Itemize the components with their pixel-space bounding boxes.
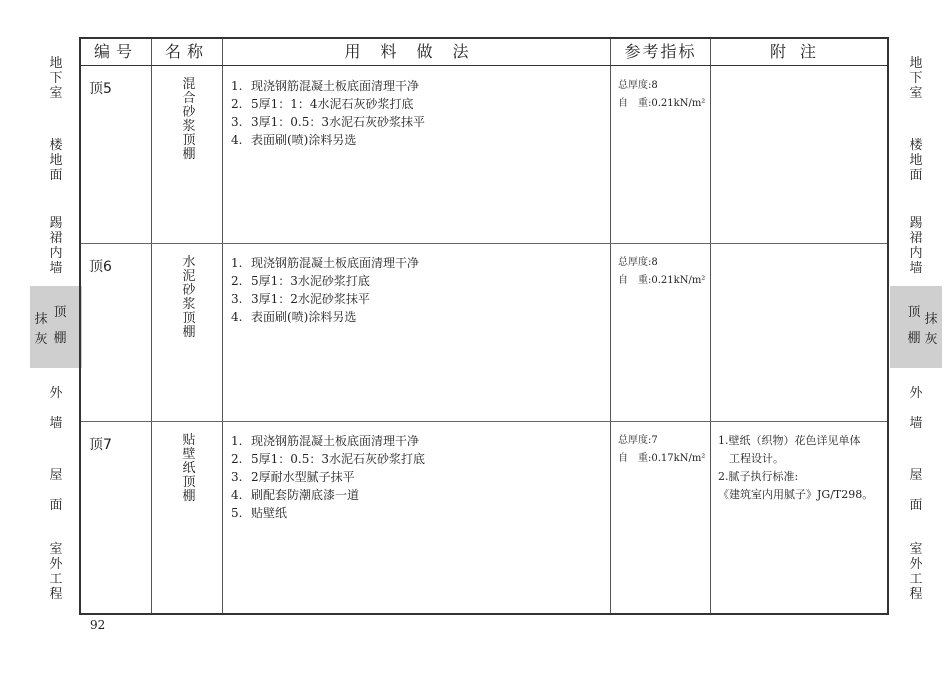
column-divider bbox=[151, 39, 152, 613]
method-step: 4. 刷配套防潮底漆一道 bbox=[231, 488, 360, 502]
side-nav-label: 顶 棚 bbox=[53, 305, 67, 346]
total-thickness: 总厚度:8 bbox=[618, 257, 658, 268]
method-steps bbox=[231, 77, 425, 149]
row-code: 顶6 bbox=[89, 259, 112, 275]
note-line: 2.腻子执行标准: bbox=[718, 470, 799, 483]
total-thickness: 总厚度:7 bbox=[618, 435, 658, 446]
materials-table bbox=[79, 37, 889, 615]
row-name: 贴 壁 纸 顶 棚 bbox=[182, 433, 196, 504]
side-nav-item-floor[interactable] bbox=[30, 138, 82, 183]
side-nav-item-floor[interactable] bbox=[890, 138, 942, 183]
method-step: 5. 贴壁纸 bbox=[231, 506, 288, 520]
side-nav-label: 踢 裙 内 墙 bbox=[49, 216, 63, 276]
side-nav-item-outdoor-works[interactable] bbox=[890, 542, 942, 602]
side-nav-item-exterior-wall[interactable] bbox=[890, 386, 942, 431]
side-nav-label: 室 外 工 程 bbox=[909, 542, 923, 602]
self-weight: 自 重:0.17kN/m² bbox=[618, 453, 706, 464]
side-nav-item-roof[interactable] bbox=[30, 468, 82, 513]
header-notes: 附注 bbox=[769, 42, 830, 61]
side-nav-label: 外 墙 bbox=[909, 386, 923, 431]
row-code: 顶5 bbox=[89, 81, 112, 97]
header-method: 用料做法 bbox=[344, 42, 489, 61]
side-nav-item-ceiling[interactable] bbox=[30, 286, 82, 368]
side-nav-item-roof[interactable] bbox=[890, 468, 942, 513]
header-name: 名称 bbox=[164, 42, 209, 61]
side-nav-label: 室 外 工 程 bbox=[49, 542, 63, 602]
row-divider bbox=[81, 243, 887, 244]
header-code: 编号 bbox=[93, 42, 138, 61]
note-line: 工程设计。 bbox=[718, 452, 784, 465]
side-nav-item-exterior-wall[interactable] bbox=[30, 386, 82, 431]
column-divider bbox=[610, 39, 611, 613]
column-divider bbox=[710, 39, 711, 613]
side-nav-item-skirting-wall[interactable] bbox=[890, 216, 942, 276]
side-nav-label: 顶 棚 bbox=[907, 305, 921, 346]
reference-values bbox=[618, 254, 705, 290]
side-nav-label: 地 下 室 bbox=[909, 56, 923, 101]
row-notes bbox=[718, 432, 873, 504]
header-reference: 参考指标 bbox=[624, 42, 697, 61]
method-step: 1. 现浇钢筋混凝土板底面清理干净 bbox=[231, 256, 420, 270]
side-nav-sublabel: 抹 灰 bbox=[924, 312, 938, 347]
row-code: 顶7 bbox=[89, 437, 112, 453]
method-step: 3. 3厚1：2水泥砂浆抹平 bbox=[231, 292, 370, 306]
header-divider bbox=[81, 65, 887, 66]
side-nav-label: 屋 面 bbox=[909, 468, 923, 513]
method-step: 2. 5厚1：1：4水泥石灰砂浆打底 bbox=[231, 97, 414, 111]
method-step: 3. 3厚1：0.5：3水泥石灰砂浆抹平 bbox=[231, 115, 425, 129]
side-nav-label: 楼 地 面 bbox=[909, 138, 923, 183]
side-nav-label: 楼 地 面 bbox=[49, 138, 63, 183]
reference-values bbox=[618, 77, 705, 113]
side-nav-label: 屋 面 bbox=[49, 468, 63, 513]
method-steps bbox=[231, 254, 419, 326]
method-step: 4. 表面刷(喷)涂料另选 bbox=[231, 310, 357, 324]
row-name: 水 泥 砂 浆 顶 棚 bbox=[182, 255, 196, 340]
reference-values bbox=[618, 432, 705, 468]
side-nav-right bbox=[890, 40, 942, 620]
row-divider bbox=[81, 421, 887, 422]
page-number: 92 bbox=[90, 618, 106, 632]
method-steps bbox=[231, 432, 425, 522]
side-nav-item-outdoor-works[interactable] bbox=[30, 542, 82, 602]
self-weight: 自 重:0.21kN/m² bbox=[618, 275, 706, 286]
row-name: 混 合 砂 浆 顶 棚 bbox=[182, 77, 196, 162]
method-step: 4. 表面刷(喷)涂料另选 bbox=[231, 133, 357, 147]
method-step: 3. 2厚耐水型腻子抹平 bbox=[231, 470, 355, 484]
side-nav-item-basement[interactable] bbox=[30, 56, 82, 101]
method-step: 1. 现浇钢筋混凝土板底面清理干净 bbox=[231, 79, 420, 93]
note-line: 《建筑室内用腻子》JG/T298。 bbox=[718, 488, 874, 501]
side-nav-label: 地 下 室 bbox=[49, 56, 63, 101]
column-divider bbox=[222, 39, 223, 613]
note-line: 1.壁纸（织物）花色详见单体 bbox=[718, 434, 861, 447]
side-nav-left bbox=[30, 40, 82, 620]
side-nav-item-skirting-wall[interactable] bbox=[30, 216, 82, 276]
method-step: 1. 现浇钢筋混凝土板底面清理干净 bbox=[231, 434, 420, 448]
side-nav-item-basement[interactable] bbox=[890, 56, 942, 101]
method-step: 2. 5厚1：0.5：3水泥石灰砂浆打底 bbox=[231, 452, 425, 466]
side-nav-item-ceiling[interactable] bbox=[890, 286, 942, 368]
method-step: 2. 5厚1：3水泥砂浆打底 bbox=[231, 274, 370, 288]
side-nav-label: 外 墙 bbox=[49, 386, 63, 431]
side-nav-label: 踢 裙 内 墙 bbox=[909, 216, 923, 276]
total-thickness: 总厚度:8 bbox=[618, 80, 658, 91]
side-nav-sublabel: 抹 灰 bbox=[34, 312, 48, 347]
self-weight: 自 重:0.21kN/m² bbox=[618, 98, 706, 109]
